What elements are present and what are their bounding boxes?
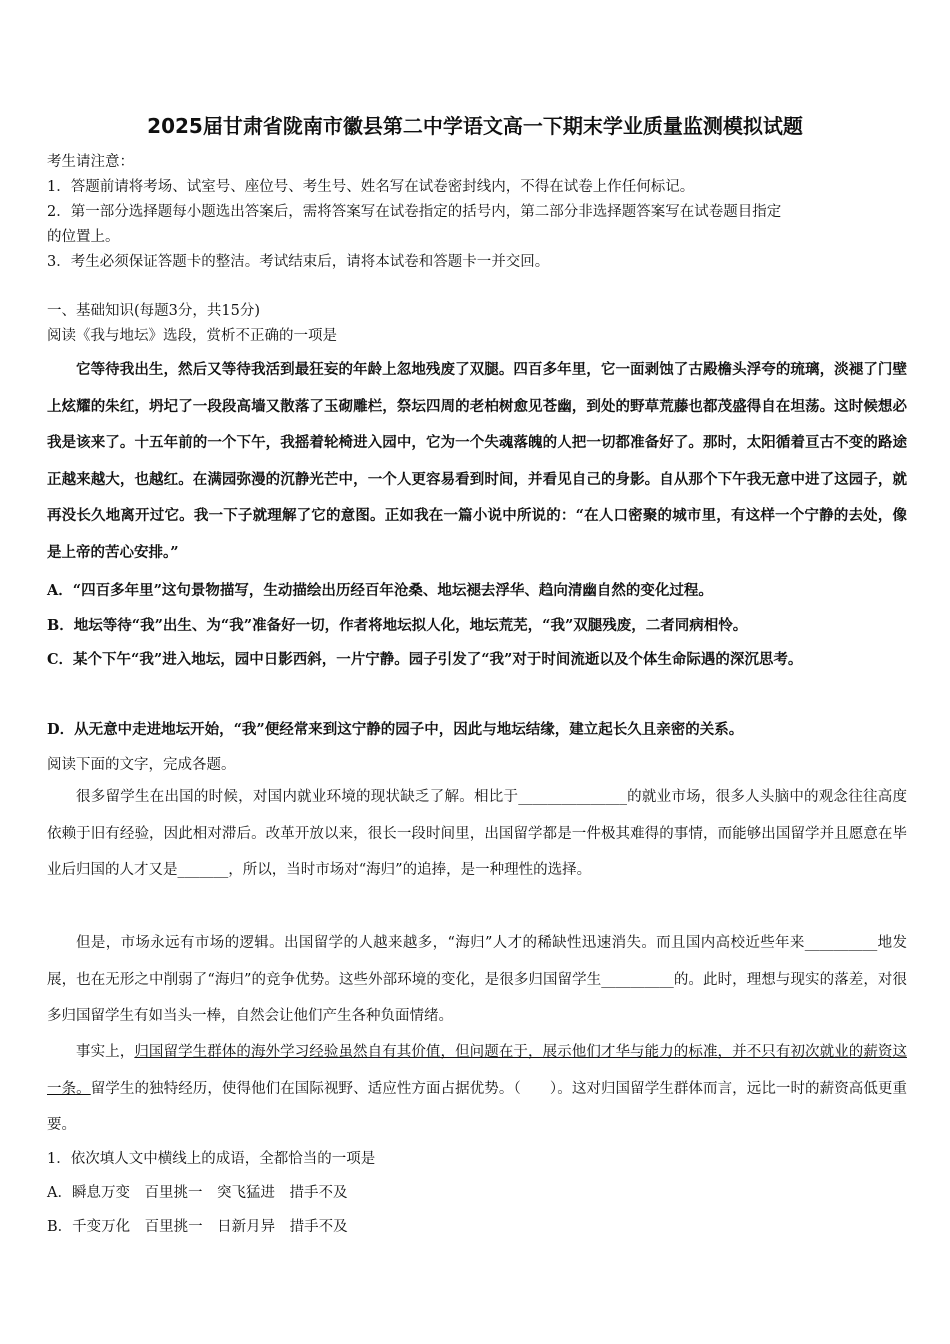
- passage-paragraph-1: 很多留学生在出国的时候，对国内就业环境的现状缺乏了解。相比于_______________的就业市场，很多人头脑中的观念往往高度依赖于旧有经验，因此相对滞后。改革开放以来，很长一段时间里，出国留学都是一件极其难得的事情，而能够出国留学并且愿意在毕业后归国的人才又是_______，所以，当时市场对“海归”的追捧，是一种理性的选择。: [47, 789, 907, 878]
- option-b: B．地坛等待“我”出生、为“我”准备好一切，作者将地坛拟人化，地坛荒芜，“我”双腿残废，二者同病相怜。: [47, 617, 748, 634]
- option-a: A．“四百多年里”这句景物描写，生动描绘出历经百年沧桑、地坛褪去浮华、趋向清幽自然的变化过程。: [47, 582, 713, 599]
- notice-item-2: 2．第一部分选择题每小题选出答案后，需将答案写在试卷指定的括号内，第二部分非选择题答案写在试卷题目指定: [47, 204, 782, 220]
- section-2-prompt: 阅读下面的文字，完成各题。: [47, 757, 236, 773]
- reading-passage: 它等待我出生，然后又等待我活到最狂妄的年龄上忽地残废了双腿。四百多年里，它一面剥蚀了古殿檐头浮夸的琉璃，淡褪了门壁上炫耀的朱红，坍圮了一段段高墙又散落了玉砌雕栏，祭坛四周的老柏树愈见苍幽，到处的野草荒藤也都茂盛得自在坦荡。这时候想必我是该来了。十五年前的一个下午，我摇着轮椅进入园中，它为一个失魂落魄的人把一切都准备好了。那时，太阳循着亘古不变的路途正越来越大，也越红。在满园弥漫的沉静光芒中，一个人更容易看到时间，并看见自己的身影。自从那个下午我无意中进了这园子，就再没长久地离开过它。我一下子就理解了它的意图。正如我在一篇小说中所说的：“在人口密聚的城市里，有这样一个宁静的去处，像是上帝的苦心安排。”: [47, 361, 907, 561]
- notice-item-2-cont: 的位置上。: [47, 229, 120, 245]
- exam-title: 2025届甘肃省陇南市徽县第二中学语文高一下期末学业质量监测模拟试题: [147, 114, 803, 138]
- underlined-sentence: 归国留学生群体的海外学习经验虽然自有其价值，但问题在于，展示他们才华与能力的标准，并不只有初次就业的薪资这一条。: [47, 1044, 908, 1097]
- section-1-prompt: 阅读《我与地坛》选段，赏析不正确的一项是: [47, 328, 337, 344]
- passage-paragraph-3: [47, 1034, 907, 1144]
- question-1-option-a: A．瞬息万变 百里挑一 突飞猛进 措手不及: [47, 1185, 348, 1201]
- notice-item-3: 3．考生必须保证答题卡的整洁。考试结束后，请将本试卷和答题卡一并交回。: [47, 254, 550, 270]
- section-1-heading: 一、基础知识(每题3分，共15分): [47, 303, 260, 319]
- notice-heading: 考生请注意：: [47, 154, 134, 170]
- notice-item-1: 1．答题前请将考场、试室号、座位号、考生号、姓名写在试卷密封线内，不得在试卷上作任何标记。: [47, 179, 695, 195]
- question-1-option-b: B．千变万化 百里挑一 日新月异 措手不及: [47, 1219, 348, 1235]
- paragraph-3-end: 留学生的独特经历，使得他们在国际视野、适应性方面占据优势。（ ）。这对归国留学生群体而言，远比一时的薪资高低更重要。: [47, 1080, 908, 1133]
- option-d: D．从无意中走进地坛开始，“我”便经常来到这宁静的园子中，因此与地坛结缘，建立起长久且亲密的关系。: [47, 721, 744, 738]
- passage-paragraph-2: 但是，市场永远有市场的逻辑。出国留学的人越来越多，“海归”人才的稀缺性迅速消失。而且国内高校近些年来__________地发展，也在无形之中削弱了“海归”的竞争优势。这些外部环境的变化，是很多归国留学生__________的。此时，理想与现实的落差，对很多归国留学生有如当头一棒，自然会让他们产生各种负面情绪。: [47, 935, 907, 1024]
- paragraph-3-start: 事实上，: [76, 1044, 135, 1060]
- option-c: C．某个下午“我”进入地坛，园中日影西斜，一片宁静。园子引发了“我”对于时间流逝以及个体生命际遇的深沉思考。: [47, 651, 803, 668]
- question-1: 1．依次填人文中横线上的成语，全都恰当的一项是: [47, 1151, 376, 1167]
